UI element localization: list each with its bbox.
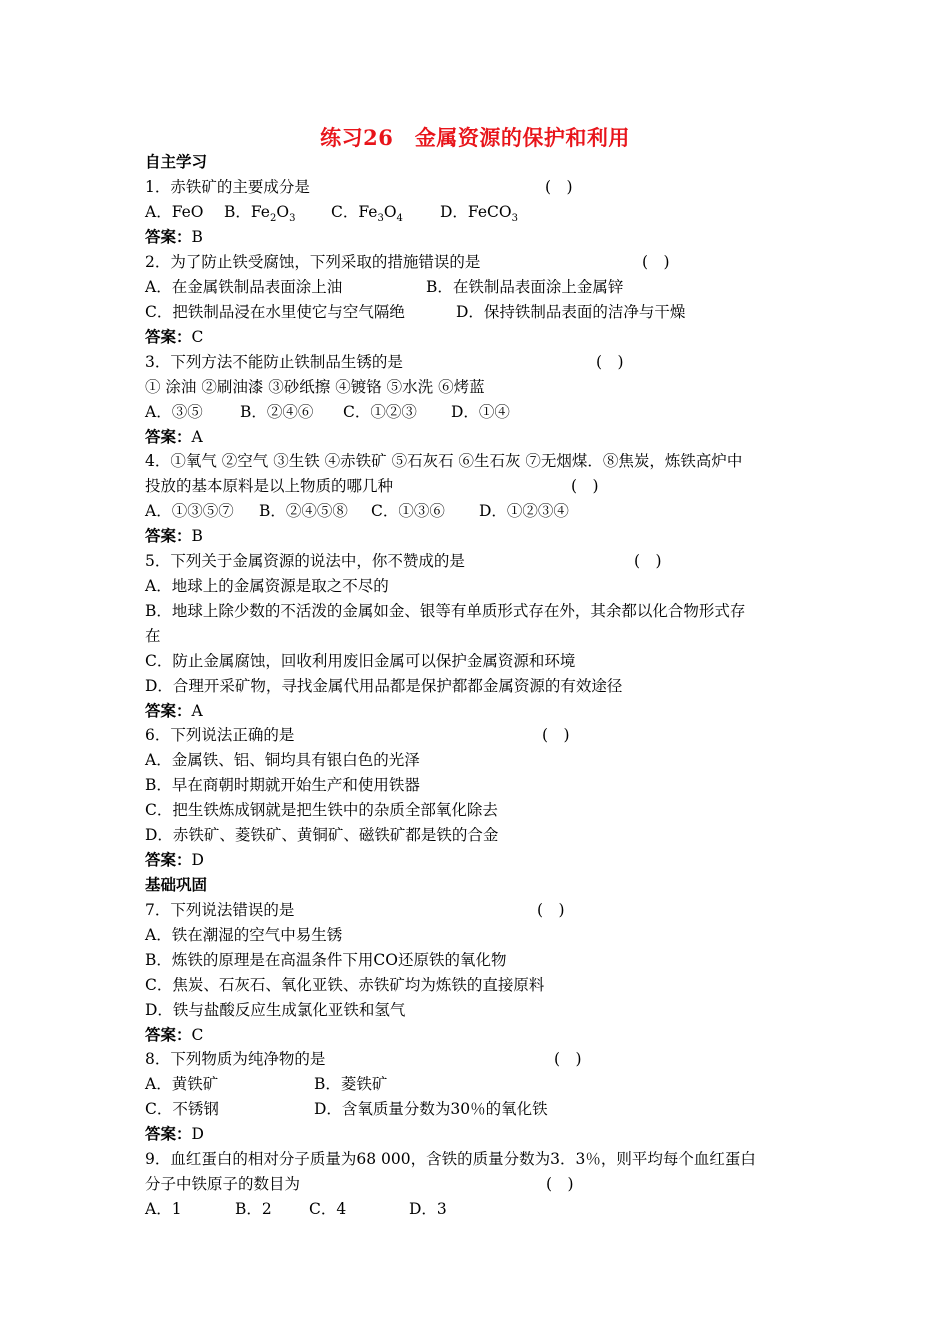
option-a: A．1 [145, 1200, 182, 1218]
option-b: B．2 [235, 1200, 272, 1218]
option-c: C．不锈钢 [145, 1100, 219, 1118]
option-d: D．保持铁制品表面的洁净与干燥 [456, 303, 686, 321]
question-7-stem: 7．下列说法错误的是 [145, 901, 295, 919]
option-c: C．①②③ [343, 403, 417, 421]
option-b: B．②④⑤⑧ [259, 502, 348, 520]
answer-blank: ( ) [642, 253, 670, 271]
question-2-options-ab [145, 277, 623, 297]
option-c: C．把铁制品浸在水里使它与空气隔绝 [145, 303, 405, 321]
question-2-answer: 答案：C [145, 327, 204, 346]
question-7-option-a: A．铁在潮湿的空气中易生锈 [145, 926, 343, 944]
question-7-option-b: B．炼铁的原理是在高温条件下用CO还原铁的氧化物 [145, 951, 507, 969]
option-a: A．FeO [145, 203, 204, 221]
question-9-stem-line2: 分子中铁原子的数目为 [145, 1175, 301, 1193]
question-9-options [145, 1199, 447, 1219]
question-3-stem: 3．下列方法不能防止铁制品生锈的是 [145, 353, 403, 371]
option-d: D．①②③④ [479, 502, 569, 520]
question-5-stem: 5．下列关于金属资源的说法中，你不赞成的是 [145, 552, 465, 570]
option-b: B．在铁制品表面涂上金属锌 [426, 278, 624, 296]
question-3-options [145, 402, 510, 422]
option-c: C．$Fe_3O_4$ [331, 203, 403, 225]
question-5-option-d: D．合理开采矿物，寻找金属代用品都是保护都都金属资源的有效途径 [145, 677, 623, 695]
answer-blank: ( ) [537, 901, 565, 919]
question-8-options-ab [145, 1074, 387, 1094]
answer-blank: ( ) [571, 477, 599, 495]
question-8-answer: 答案：D [145, 1124, 204, 1143]
question-1-options [145, 202, 518, 225]
option-d: D．3 [409, 1200, 447, 1218]
option-a: A．在金属铁制品表面涂上油 [145, 278, 343, 296]
question-9-stem-line1: 9．血红蛋白的相对分子质量为68 000，含铁的质量分数为3．3％，则平均每个血红蛋白 [145, 1150, 756, 1168]
question-4-stem-line2: 投放的基本原料是以上物质的哪几种 [145, 477, 394, 495]
question-8-options-cd [145, 1099, 548, 1119]
question-3-answer: 答案：A [145, 427, 203, 446]
question-5-option-a: A．地球上的金属资源是取之不尽的 [145, 577, 389, 595]
question-5-option-b-line1: B．地球上除少数的不活泼的金属如金、银等有单质形式存在外，其余都以化合物形式存 [145, 602, 746, 620]
section-heading-basic: 基础巩固 [145, 875, 208, 894]
question-7-answer: 答案：C [145, 1025, 204, 1044]
question-4-options [145, 501, 569, 521]
question-1-stem: 1．赤铁矿的主要成分是 [145, 178, 310, 196]
question-6-option-d: D．赤铁矿、菱铁矿、黄铜矿、磁铁矿都是铁的合金 [145, 826, 499, 844]
option-c: C．①③⑥ [371, 502, 445, 520]
question-3-items: ① 涂油 ②刷油漆 ③砂纸擦 ④镀铬 ⑤水洗 ⑥烤蓝 [145, 378, 485, 396]
question-2-options-cd [145, 302, 685, 322]
question-1-answer: 答案：B [145, 227, 203, 246]
option-b: B．$Fe_2O_3$ [224, 203, 296, 225]
section-heading-self-study: 自主学习 [145, 152, 208, 171]
question-8-stem: 8．下列物质为纯净物的是 [145, 1050, 326, 1068]
option-d: D．FeCO$_3$ [440, 203, 518, 225]
answer-blank: ( ) [596, 353, 624, 371]
question-5-option-b-line2: 在 [145, 627, 161, 645]
answer-blank: ( ) [542, 726, 570, 744]
question-6-option-b: B．早在商朝时期就开始生产和使用铁器 [145, 776, 420, 794]
question-4-stem-line1: 4．①氧气 ②空气 ③生铁 ④赤铁矿 ⑤石灰石 ⑥生石灰 ⑦无烟煤．⑧焦炭，炼铁高炉中 [145, 452, 743, 470]
question-6-answer: 答案：D [145, 850, 204, 869]
option-a: A．黄铁矿 [145, 1075, 219, 1093]
question-7-option-d: D．铁与盐酸反应生成氯化亚铁和氢气 [145, 1001, 406, 1019]
answer-blank: ( ) [546, 1175, 574, 1193]
question-4-answer: 答案：B [145, 526, 203, 545]
option-b: B．②④⑥ [240, 403, 314, 421]
question-5-answer: 答案：A [145, 701, 203, 720]
question-6-option-c: C．把生铁炼成钢就是把生铁中的杂质全部氧化除去 [145, 801, 498, 819]
option-b: B．菱铁矿 [314, 1075, 388, 1093]
question-7-option-c: C．焦炭、石灰石、氧化亚铁、赤铁矿均为炼铁的直接原料 [145, 976, 545, 994]
question-6-option-a: A．金属铁、铝、铜均具有银白色的光泽 [145, 751, 420, 769]
answer-blank: ( ) [554, 1050, 582, 1068]
question-2-stem: 2．为了防止铁受腐蚀，下列采取的措施错误的是 [145, 253, 481, 271]
answer-blank: ( ) [634, 552, 662, 570]
option-c: C．4 [309, 1200, 347, 1218]
answer-blank: ( ) [545, 178, 573, 196]
option-d: D．含氧质量分数为30％的氧化铁 [314, 1100, 548, 1118]
question-6-stem: 6．下列说法正确的是 [145, 726, 295, 744]
option-a: A．③⑤ [145, 403, 203, 421]
option-d: D．①④ [451, 403, 510, 421]
question-5-option-c: C．防止金属腐蚀，回收利用废旧金属可以保护金属资源和环境 [145, 652, 576, 670]
page-title: 练习26 金属资源的保护和利用 [320, 125, 630, 150]
option-a: A．①③⑤⑦ [145, 502, 234, 520]
